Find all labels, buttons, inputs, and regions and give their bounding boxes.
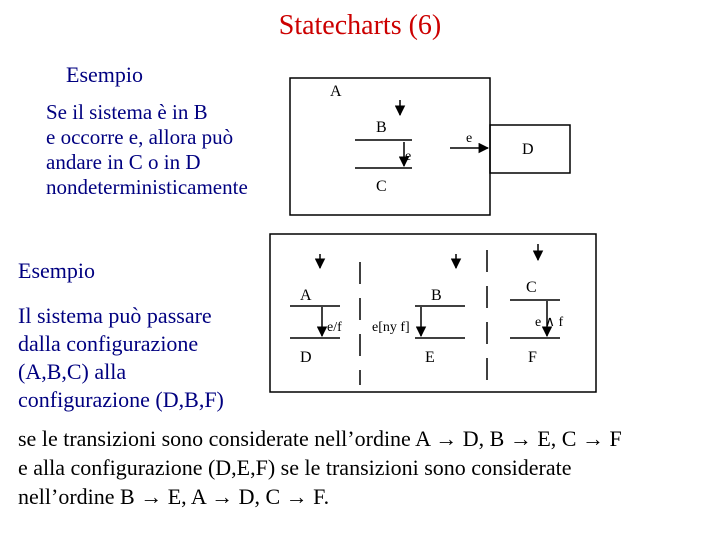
conclusion-line: nell’ordine B → E, A → D, C → F. bbox=[18, 484, 330, 509]
state-d-label: D bbox=[522, 141, 534, 158]
description-line: nondeterministicamente bbox=[46, 175, 248, 199]
description-line: (A,B,C) alla bbox=[18, 359, 127, 384]
page-title: Statecharts (6) bbox=[278, 10, 442, 41]
description-line: configurazione (D,B,F) bbox=[18, 387, 224, 412]
state-b-label: B bbox=[431, 287, 442, 304]
description-line: andare in C o in D bbox=[46, 150, 201, 174]
state-a-label: A bbox=[330, 83, 342, 100]
state-b-label: B bbox=[376, 119, 387, 136]
state-a-label: A bbox=[300, 287, 312, 304]
event-b-c-label: e bbox=[405, 149, 412, 164]
example-label-2: Esempio bbox=[18, 258, 95, 283]
example-label-1: Esempio bbox=[66, 62, 143, 87]
transition-b-e-label: e[ny f] bbox=[372, 320, 410, 335]
state-d-label: D bbox=[300, 349, 312, 366]
description-line: e occorre e, allora può bbox=[46, 125, 234, 149]
transition-a-d-label: e/f bbox=[327, 320, 342, 335]
state-a-box bbox=[290, 78, 490, 215]
transition-c-f-label: e ∧ f bbox=[535, 315, 564, 330]
event-a-d-label: e bbox=[466, 131, 473, 146]
description-line: Se il sistema è in B bbox=[46, 100, 208, 124]
state-e-label: E bbox=[425, 349, 435, 366]
state-c-label: C bbox=[376, 178, 387, 195]
diagram-2 bbox=[270, 234, 596, 392]
conclusion-line: se le transizioni sono considerate nell’ordine A → D, B → E, C → F bbox=[18, 426, 622, 451]
description-line: dalla configurazione bbox=[18, 331, 199, 356]
state-f-label: F bbox=[528, 349, 537, 366]
description-line: Il sistema può passare bbox=[18, 303, 212, 328]
conclusion-line: e alla configurazione (D,E,F) se le transizioni sono considerate bbox=[18, 455, 572, 480]
state-c-label: C bbox=[526, 279, 537, 296]
